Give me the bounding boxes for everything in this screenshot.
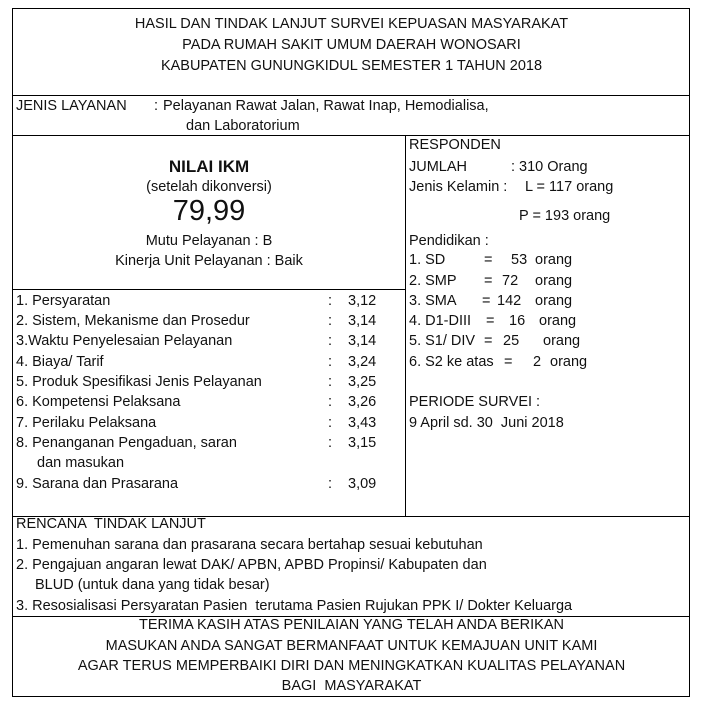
- indicator-label: 5. Produk Spesifikasi Jenis Pelayanan: [16, 374, 262, 390]
- thanks-line-2: MASUKAN ANDA SANGAT BERMANFAAT UNTUK KEMAJUAN UNIT KAMI: [105, 638, 598, 654]
- education-label: 3. SMA: [409, 293, 457, 309]
- education-count: 72: [502, 273, 519, 289]
- indicator-value: 3,09: [348, 476, 377, 492]
- indicator-value: 3,14: [348, 313, 377, 329]
- education-eq: =: [504, 354, 513, 370]
- education-label: 5. S1/ DIV: [409, 333, 476, 349]
- education-label: 2. SMP: [409, 273, 457, 289]
- indicator-colon: :: [328, 435, 333, 451]
- education-label: 6. S2 ke atas: [409, 354, 494, 370]
- period-title: PERIODE SURVEI :: [409, 394, 541, 410]
- education-count: 16: [509, 313, 526, 329]
- ikm-mutu: Mutu Pelayanan : B: [145, 233, 273, 249]
- divider-service: [12, 135, 690, 136]
- gender-label: Jenis Kelamin :: [409, 179, 508, 195]
- indicator-label: 3.Waktu Penyelesaian Pelayanan: [16, 333, 233, 349]
- plan-item: 2. Pengajuan angaran lewat DAK/ APBN, APBD Propinsi/ Kabupaten dan: [16, 557, 487, 573]
- jumlah-value: : 310 Orang: [511, 159, 588, 175]
- education-label: 1. SD: [409, 252, 446, 268]
- indicator-value: 3,25: [348, 374, 377, 390]
- service-value-line2: dan Laboratorium: [186, 118, 300, 134]
- gender-female: P = 193 orang: [519, 208, 611, 224]
- title-line-2: PADA RUMAH SAKIT UMUM DAERAH WONOSARI: [182, 37, 521, 53]
- title-line-3: KABUPATEN GUNUNGKIDUL SEMESTER 1 TAHUN 2018: [160, 58, 543, 74]
- thanks-line-1: TERIMA KASIH ATAS PENILAIAN YANG TELAH ANDA BERIKAN: [139, 617, 564, 633]
- divider-ikm: [12, 289, 405, 290]
- indicator-colon: :: [328, 374, 333, 390]
- indicator-label-continued: dan masukan: [37, 455, 125, 471]
- indicator-value: 3,24: [348, 354, 377, 370]
- respondent-title: RESPONDEN: [409, 137, 501, 153]
- indicator-label: 9. Sarana dan Prasarana: [16, 476, 179, 492]
- education-eq: =: [486, 313, 495, 329]
- education-count: 2: [533, 354, 542, 370]
- education-count: 25: [503, 333, 520, 349]
- education-unit: orang: [543, 333, 581, 349]
- plan-item-continued: BLUD (untuk dana yang tidak besar): [35, 577, 270, 593]
- indicator-label: 7. Perilaku Pelaksana: [16, 415, 157, 431]
- plan-title: RENCANA TINDAK LANJUT: [16, 516, 206, 532]
- thanks-line-4: BAGI MASYARAKAT: [281, 678, 422, 694]
- title-line-1: HASIL DAN TINDAK LANJUT SURVEI KEPUASAN MASYARAKAT: [134, 16, 569, 32]
- indicator-colon: :: [328, 476, 333, 492]
- indicator-value: 3,15: [348, 435, 377, 451]
- education-unit: orang: [535, 252, 573, 268]
- indicator-value: 3,43: [348, 415, 377, 431]
- education-unit: orang: [539, 313, 577, 329]
- plan-item: 3. Resosialisasi Persyaratan Pasien terutama Pasien Rujukan PPK I/ Dokter Keluarga: [16, 598, 573, 614]
- indicator-value: 3,26: [348, 394, 377, 410]
- indicator-colon: :: [328, 394, 333, 410]
- indicator-colon: :: [328, 415, 333, 431]
- divider-vertical: [405, 135, 406, 516]
- indicator-colon: :: [328, 354, 333, 370]
- education-eq: =: [482, 293, 491, 309]
- education-eq: =: [484, 252, 493, 268]
- indicator-label: 8. Penanganan Pengaduan, saran: [16, 435, 237, 451]
- indicator-colon: :: [328, 333, 333, 349]
- education-unit: orang: [535, 293, 573, 309]
- period-value: 9 April sd. 30 Juni 2018: [409, 415, 564, 431]
- indicator-label: 4. Biaya/ Tarif: [16, 354, 104, 370]
- ikm-subtitle: (setelah dikonversi): [146, 179, 272, 195]
- indicator-value: 3,12: [348, 293, 377, 309]
- indicator-value: 3,14: [348, 333, 377, 349]
- service-value-line1: Pelayanan Rawat Jalan, Rawat Inap, Hemodialisa,: [163, 98, 489, 114]
- indicator-label: 2. Sistem, Mekanisme dan Prosedur: [16, 313, 250, 329]
- education-count: 53: [511, 252, 528, 268]
- education-unit: orang: [550, 354, 588, 370]
- education-unit: orang: [535, 273, 573, 289]
- gender-male: L = 117 orang: [525, 179, 614, 195]
- indicator-label: 1. Persyaratan: [16, 293, 111, 309]
- education-label: 4. D1-DIII: [409, 313, 472, 329]
- ikm-value: 79,99: [172, 195, 246, 227]
- education-count: 142: [497, 293, 522, 309]
- ikm-title: NILAI IKM: [168, 157, 250, 176]
- service-colon: :: [154, 98, 159, 114]
- plan-item: 1. Pemenuhan sarana dan prasarana secara bertahap sesuai kebutuhan: [16, 537, 483, 553]
- education-title: Pendidikan :: [409, 233, 489, 249]
- indicator-label: 6. Kompetensi Pelaksana: [16, 394, 181, 410]
- jumlah-label: JUMLAH: [409, 159, 468, 175]
- education-eq: =: [484, 273, 493, 289]
- ikm-kinerja: Kinerja Unit Pelayanan : Baik: [115, 253, 303, 269]
- service-label: JENIS LAYANAN: [16, 98, 127, 114]
- thanks-line-3: AGAR TERUS MEMPERBAIKI DIRI DAN MENINGKATKAN KUALITAS PELAYANAN: [77, 658, 626, 674]
- indicator-colon: :: [328, 293, 333, 309]
- education-eq: =: [484, 333, 493, 349]
- indicator-colon: :: [328, 313, 333, 329]
